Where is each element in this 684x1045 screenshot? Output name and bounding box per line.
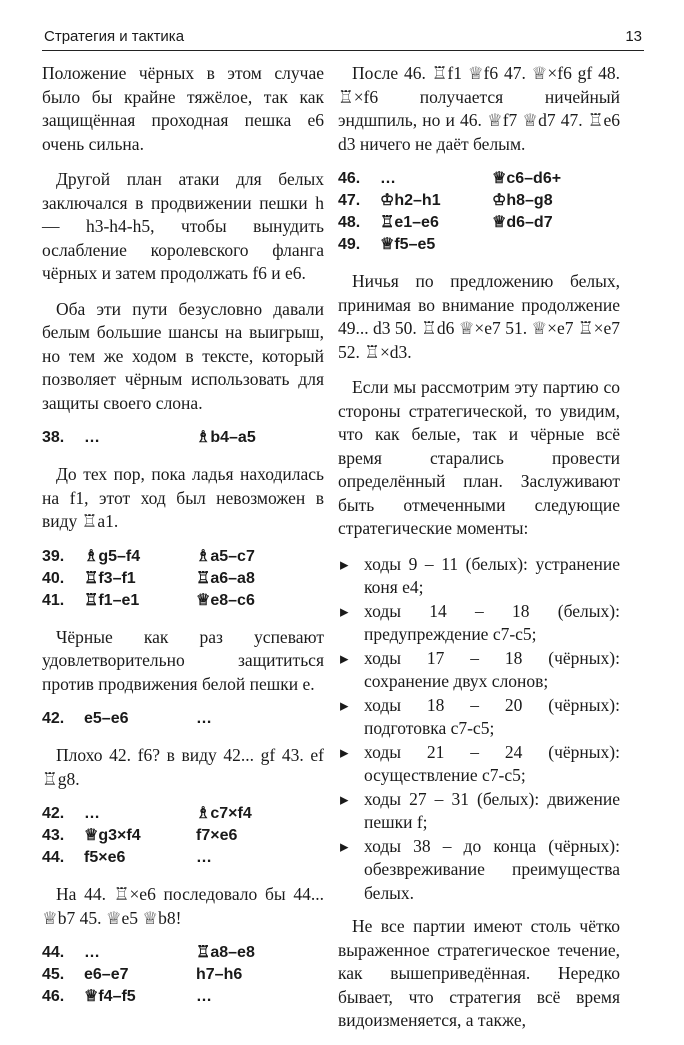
running-header	[42, 24, 644, 51]
black-move: ♕c6–d6+	[492, 170, 562, 187]
move-list	[42, 708, 324, 730]
move-number: 44.	[42, 849, 65, 866]
white-move: f5×e6	[84, 849, 126, 866]
move-row	[42, 546, 324, 568]
move-number: 38.	[42, 429, 65, 446]
move-row	[42, 568, 324, 590]
paragraph: Не все партии имеют столь чётко выраженное стратегическое течение, как вышеприведённая. Нередко бывает, что стратегия всё время видоизменяется, а также,	[338, 916, 620, 1030]
white-move: e6–e7	[84, 966, 129, 983]
move-number: 46.	[338, 170, 361, 187]
move-list	[42, 803, 324, 869]
white-move: ♖f3–f1	[84, 569, 136, 587]
move-row	[338, 190, 620, 212]
paragraph: Если мы рассмотрим эту партию со стороны стратегической, то увидим, что как белые, так и чёрные всё время старались провести определённый план. Заслуживают быть отмеченными следующие стратегические моменты:	[338, 377, 620, 538]
white-move: ♖f1–e1	[84, 591, 140, 609]
move-number: 39.	[42, 547, 65, 565]
black-move: ♗b4–a5	[196, 429, 256, 446]
black-move: …	[196, 710, 212, 727]
move-number: 42.	[42, 805, 65, 822]
right-column	[338, 62, 620, 1045]
paragraph: После 46. ♖f1 ♕f6 47. ♕×f6 gf 48. ♖×f6 получается ничейный эндшпиль, но и 46. ♕f7 ♕d7 47. ♖e6 d3 ничего не даёт белым.	[338, 63, 620, 154]
chapter-title: Стратегия и тактика	[44, 28, 185, 45]
white-move: ♕f4–f5	[84, 988, 136, 1005]
white-move: …	[84, 429, 100, 446]
paragraph: Оба эти пути безусловно давали белым большие шансы на выигрыш, но тем же ходом в тексте, который позволяет чёрным использовать для защиты своего слона.	[42, 298, 324, 413]
move-row	[42, 986, 324, 1008]
move-number: 42.	[42, 710, 65, 727]
move-number: 49.	[338, 236, 361, 253]
black-move: ♗c7×f4	[196, 805, 252, 822]
black-move: f7×e6	[196, 827, 238, 844]
move-number: 41.	[42, 591, 65, 609]
move-number: 47.	[338, 192, 361, 209]
move-row	[42, 708, 324, 730]
move-row	[42, 803, 324, 825]
black-move: ♕e8–c6	[196, 591, 255, 609]
list-item: ▸ ходы 14 – 18 (белых): предупреждение с7-с5;	[338, 600, 620, 647]
white-move: ♔h2–h1	[380, 192, 441, 209]
list-item: ▸ ходы 9 – 11 (белых): устранение коня е4;	[338, 553, 620, 600]
list-item: ▸ ходы 17 – 18 (чёрных): сохранение двух слонов;	[338, 647, 620, 694]
list-item: ▸ ходы 27 – 31 (белых): движение пешки f;	[338, 788, 620, 835]
move-list	[42, 546, 324, 612]
list-item: ▸ ходы 18 – 20 (чёрных): подготовка с7-с5;	[338, 694, 620, 741]
black-move: ♖a6–a8	[196, 569, 255, 587]
black-move: …	[196, 988, 212, 1005]
list-item: ▸ ходы 21 – 24 (чёрных): осуществление с7-с5;	[338, 741, 620, 788]
bullet-list	[338, 553, 620, 906]
move-list	[338, 168, 620, 256]
black-move: ♖a8–e8	[196, 944, 255, 961]
move-number: 44.	[42, 944, 65, 961]
move-row	[42, 427, 324, 449]
white-move: …	[380, 170, 396, 187]
paragraph: Другой план атаки для белых заключался в продвижении пешки h — h3-h4-h5, чтобы вынудить ослабление королевского фланга чёрных и затем продолжать f6 и е6.	[42, 169, 324, 283]
paragraph: Чёрные как раз успевают удовлетворительно защититься против продвижения белой пешки е.	[42, 626, 324, 694]
paragraph: Положение чёрных в этом случае было бы крайне тяжёлое, так как защищённая проходная пешка е6 очень сильна.	[42, 63, 324, 154]
move-number: 40.	[42, 569, 65, 587]
move-list	[42, 427, 324, 449]
move-number: 48.	[338, 214, 361, 231]
black-move: …	[196, 849, 212, 866]
black-move	[492, 234, 620, 256]
white-move: e5–e6	[84, 710, 129, 727]
move-row	[42, 964, 324, 986]
move-row	[338, 168, 620, 190]
move-number: 46.	[42, 988, 65, 1005]
white-move: …	[84, 944, 100, 961]
white-move: ♖e1–e6	[380, 214, 439, 231]
black-move: ♕d6–d7	[492, 214, 553, 231]
move-list	[42, 942, 324, 1008]
white-move: ♕g3×f4	[84, 827, 141, 844]
white-move: …	[84, 805, 100, 822]
page-number: 13	[625, 28, 642, 45]
move-row	[42, 825, 324, 847]
move-number: 45.	[42, 966, 65, 983]
left-column	[42, 62, 324, 1022]
black-move: ♔h8–g8	[492, 192, 553, 209]
black-move: ♗a5–c7	[196, 547, 255, 565]
move-row	[338, 234, 620, 256]
paragraph: Ничья по предложению белых, принимая во внимание продолжение 49... d3 50. ♖d6 ♕×e7 51. ♕×e7 ♖×e7 52. ♖×d3.	[338, 271, 620, 362]
paragraph: До тех пор, пока ладья находилась на f1, этот ход был невозможен в виду ♖a1.	[42, 464, 324, 531]
paragraph: Плохо 42. f6? в виду 42... gf 43. ef ♖g8.	[42, 745, 324, 789]
move-number: 43.	[42, 827, 65, 844]
paragraph: На 44. ♖×e6 последовало бы 44... ♕b7 45. ♕e5 ♕b8!	[42, 884, 324, 928]
move-row	[338, 212, 620, 234]
move-row	[42, 590, 324, 612]
move-row	[42, 942, 324, 964]
white-move: ♗g5–f4	[84, 547, 141, 565]
list-item: ▸ ходы 38 – до конца (чёрных): обезвреживание преимущества белых.	[338, 835, 620, 906]
white-move: ♕f5–e5	[380, 236, 436, 253]
black-move: h7–h6	[196, 966, 243, 983]
move-row	[42, 847, 324, 869]
